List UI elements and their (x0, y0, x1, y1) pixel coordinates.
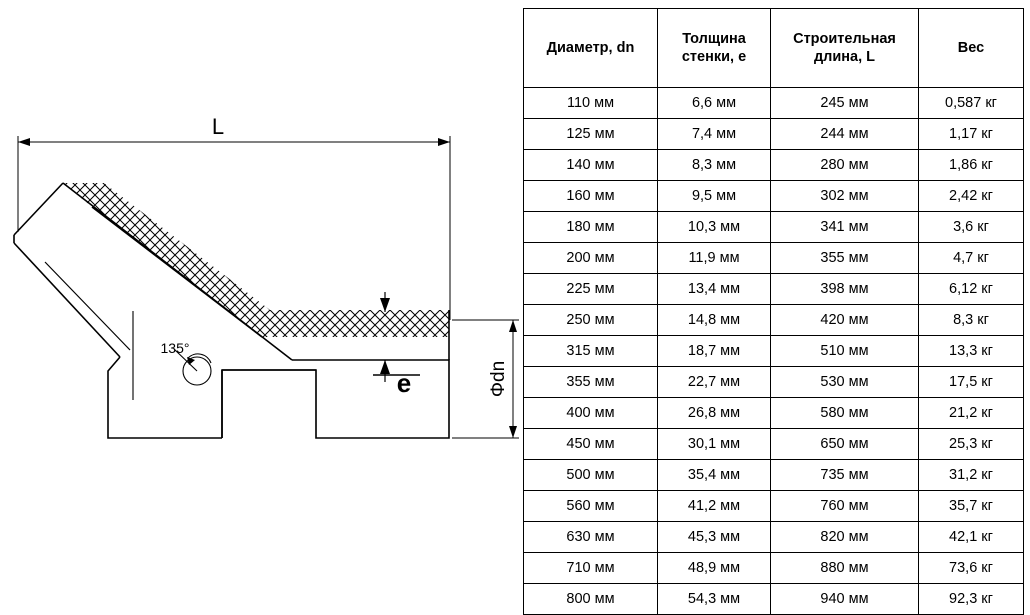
cell-wall-thickness: 35,4 мм (658, 460, 771, 491)
table-row (524, 274, 1024, 305)
column-header-wall-thickness-line-2: стенки, e (681, 49, 747, 65)
cell-wall-thickness: 6,6 мм (658, 88, 771, 119)
cell-length: 302 мм (771, 181, 919, 212)
cell-wall-thickness: 48,9 мм (658, 553, 771, 584)
table-row (524, 88, 1024, 119)
cell-diameter: 125 мм (524, 119, 658, 150)
cell-weight: 73,6 кг (919, 553, 1024, 584)
column-header-weight-line-1: Вес (957, 39, 985, 56)
cell-length: 510 мм (771, 336, 919, 367)
cell-length: 820 мм (771, 522, 919, 553)
spec-table-wrapper (523, 8, 1023, 615)
table-row (524, 150, 1024, 181)
cell-wall-thickness: 41,2 мм (658, 491, 771, 522)
label-length: L (211, 114, 225, 139)
cell-diameter: 500 мм (524, 460, 658, 491)
cell-weight: 0,587 кг (919, 88, 1024, 119)
cell-length: 398 мм (771, 274, 919, 305)
column-header-wall-thickness (658, 9, 771, 88)
cell-wall-thickness: 8,3 мм (658, 150, 771, 181)
cell-diameter: 140 мм (524, 150, 658, 181)
table-row (524, 181, 1024, 212)
cell-diameter: 200 мм (524, 243, 658, 274)
cell-wall-thickness: 10,3 мм (658, 212, 771, 243)
cell-wall-thickness: 26,8 мм (658, 398, 771, 429)
label-diameter: Φdn (488, 360, 509, 398)
cell-weight: 21,2 кг (919, 398, 1024, 429)
cell-weight: 35,7 кг (919, 491, 1024, 522)
cell-diameter: 225 мм (524, 274, 658, 305)
spec-table (523, 8, 1024, 615)
cell-diameter: 800 мм (524, 584, 658, 615)
cell-weight: 17,5 кг (919, 367, 1024, 398)
cell-weight: 42,1 кг (919, 522, 1024, 553)
column-header-length-line-1: Строительная (793, 30, 896, 47)
table-row (524, 398, 1024, 429)
cell-diameter: 250 мм (524, 305, 658, 336)
cell-wall-thickness: 18,7 мм (658, 336, 771, 367)
cell-diameter: 630 мм (524, 522, 658, 553)
table-row (524, 553, 1024, 584)
cell-length: 280 мм (771, 150, 919, 181)
cell-weight: 3,6 кг (919, 212, 1024, 243)
cell-wall-thickness: 14,8 мм (658, 305, 771, 336)
cell-wall-thickness: 45,3 мм (658, 522, 771, 553)
cell-wall-thickness: 11,9 мм (658, 243, 771, 274)
cell-diameter: 355 мм (524, 367, 658, 398)
cell-weight: 25,3 кг (919, 429, 1024, 460)
table-row (524, 212, 1024, 243)
cell-weight: 1,86 кг (919, 150, 1024, 181)
cell-wall-thickness: 13,4 мм (658, 274, 771, 305)
table-row (524, 367, 1024, 398)
table-row (524, 305, 1024, 336)
table-header-row (524, 9, 1024, 88)
cell-length: 341 мм (771, 212, 919, 243)
cell-length: 735 мм (771, 460, 919, 491)
cell-diameter: 160 мм (524, 181, 658, 212)
column-header-diameter-line-1: Диаметр, dn (546, 39, 635, 56)
cell-diameter: 450 мм (524, 429, 658, 460)
cell-length: 420 мм (771, 305, 919, 336)
wall-hatch (63, 183, 449, 337)
label-angle: 135° (160, 340, 190, 356)
cell-diameter: 315 мм (524, 336, 658, 367)
column-header-length (771, 9, 919, 88)
table-row (524, 119, 1024, 150)
table-row (524, 584, 1024, 615)
cell-weight: 1,17 кг (919, 119, 1024, 150)
cell-diameter: 400 мм (524, 398, 658, 429)
column-header-wall-thickness-line-1: Толщина (682, 30, 746, 47)
cell-wall-thickness: 54,3 мм (658, 584, 771, 615)
cell-length: 760 мм (771, 491, 919, 522)
column-header-diameter (524, 9, 658, 88)
table-row (524, 429, 1024, 460)
cell-length: 245 мм (771, 88, 919, 119)
table-row (524, 491, 1024, 522)
cell-diameter: 710 мм (524, 553, 658, 584)
cell-length: 355 мм (771, 243, 919, 274)
cell-weight: 4,7 кг (919, 243, 1024, 274)
cell-length: 880 мм (771, 553, 919, 584)
cell-weight: 2,42 кг (919, 181, 1024, 212)
cell-wall-thickness: 22,7 мм (658, 367, 771, 398)
cell-length: 580 мм (771, 398, 919, 429)
table-row (524, 243, 1024, 274)
table-row (524, 336, 1024, 367)
cell-wall-thickness: 7,4 мм (658, 119, 771, 150)
cell-length: 650 мм (771, 429, 919, 460)
cell-diameter: 180 мм (524, 212, 658, 243)
table-row (524, 522, 1024, 553)
cell-diameter: 560 мм (524, 491, 658, 522)
cell-weight: 13,3 кг (919, 336, 1024, 367)
column-header-length-line-2: длина, L (813, 49, 876, 65)
cell-weight: 31,2 кг (919, 460, 1024, 491)
cell-wall-thickness: 9,5 мм (658, 181, 771, 212)
table-row (524, 460, 1024, 491)
cell-weight: 8,3 кг (919, 305, 1024, 336)
cell-length: 530 мм (771, 367, 919, 398)
cell-length: 940 мм (771, 584, 919, 615)
cell-wall-thickness: 30,1 мм (658, 429, 771, 460)
label-wall-thickness: e (396, 368, 412, 398)
pipe-bend-drawing (0, 0, 520, 609)
cell-diameter: 110 мм (524, 88, 658, 119)
column-header-weight (919, 9, 1024, 88)
cell-weight: 6,12 кг (919, 274, 1024, 305)
cell-weight: 92,3 кг (919, 584, 1024, 615)
cell-length: 244 мм (771, 119, 919, 150)
